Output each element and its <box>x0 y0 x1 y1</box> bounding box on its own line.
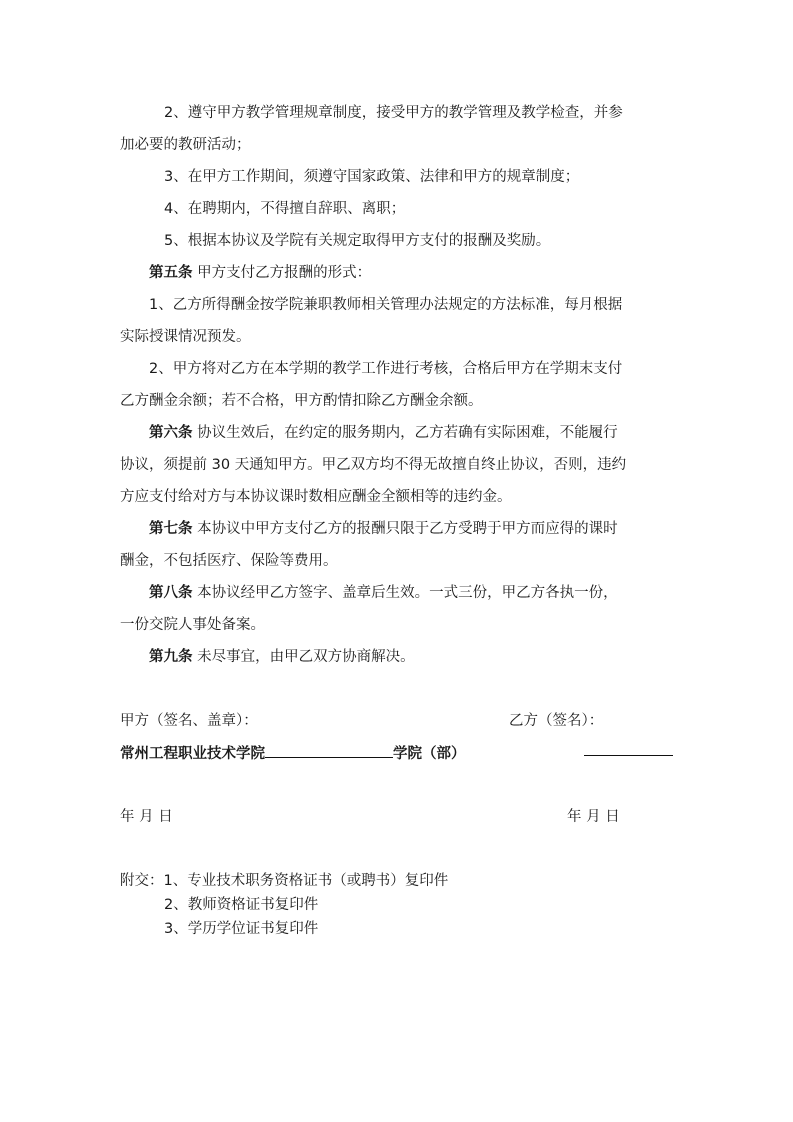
article-7-text: 本协议中甲方支付乙方的报酬只限于乙方受聘于甲方而应得的课时 <box>192 521 618 537</box>
party-b-label: 乙方（签名）： <box>509 713 604 729</box>
date-party-a: 年 月 日 <box>120 809 173 825</box>
school-name: 常州工程职业技术学院 <box>120 746 265 762</box>
clause-5: 5、根据本协议及学院有关规定取得甲方支付的报酬及奖励。 <box>164 233 551 249</box>
party-b-signature-blank <box>584 741 673 756</box>
article-9-label: 第九条 <box>149 649 193 665</box>
attachments-label: 附交： <box>120 873 164 889</box>
article-8-text: 本协议经甲乙方签字、盖章后生效。一式三份，甲乙方各执一份， <box>192 585 618 601</box>
article-8-line-1 <box>149 583 618 603</box>
attachments-line-1 <box>120 871 448 891</box>
article-5-heading <box>149 263 371 283</box>
date-party-b: 年 月 日 <box>567 809 620 825</box>
article-5-p1-line-2: 实际授课情况预发。 <box>120 329 251 345</box>
article-7-label: 第七条 <box>149 521 193 537</box>
article-6-line-1 <box>149 423 618 443</box>
clause-4: 4、在聘期内，不得擅自辞职、离职； <box>164 201 406 217</box>
attachment-item: 3、学历学位证书复印件 <box>164 921 319 937</box>
article-9 <box>149 647 415 667</box>
article-5-p1-line-1: 1、乙方所得酬金按学院兼职教师相关管理办法规定的方法标准，每月根据 <box>149 297 623 313</box>
article-6-line-3: 方应支付给对方与本协议课时数相应酬金全额相等的违约金。 <box>120 489 512 505</box>
article-5-p2-line-1: 2、甲方将对乙方在本学期的教学工作进行考核，合格后甲方在学期末支付 <box>149 361 623 377</box>
article-7-line-1 <box>149 519 618 539</box>
college-label: 学院（部） <box>393 746 466 762</box>
article-8-label: 第八条 <box>149 585 193 601</box>
party-a-label: 甲方（签名、盖章）： <box>120 713 258 729</box>
clause-2-line-2: 加必要的教研活动； <box>120 137 251 153</box>
clause-3: 3、在甲方工作期间，须遵守国家政策、法律和甲方的规章制度； <box>164 169 580 185</box>
article-6-text: 协议生效后，在约定的服务期内，乙方若确有实际困难，不能履行 <box>192 425 618 441</box>
attachment-item: 2、教师资格证书复印件 <box>164 897 319 913</box>
article-9-text: 未尽事宜，由甲乙双方协商解决。 <box>192 649 415 665</box>
article-6-line-2: 协议，须提前 30 天通知甲方。甲乙双方均不得无故擅自终止协议，否则，违约 <box>120 457 627 473</box>
signature-school-line <box>120 743 466 764</box>
article-5-title: 甲方支付乙方报酬的形式： <box>192 265 372 281</box>
attachment-item: 1、专业技术职务资格证书（或聘书）复印件 <box>163 873 449 889</box>
clause-2-line-1: 2、遵守甲方教学管理规章制度，接受甲方的教学管理及教学检查，并参 <box>164 105 623 121</box>
article-5-label: 第五条 <box>149 265 193 281</box>
article-5-p2-line-2: 乙方酬金余额；若不合格，甲方酌情扣除乙方酬金余额。 <box>120 393 483 409</box>
article-6-label: 第六条 <box>149 425 193 441</box>
article-7-line-2: 酬金，不包括医疗、保险等费用。 <box>120 553 338 569</box>
college-blank <box>265 743 393 758</box>
article-8-line-2: 一份交院人事处备案。 <box>120 617 265 633</box>
